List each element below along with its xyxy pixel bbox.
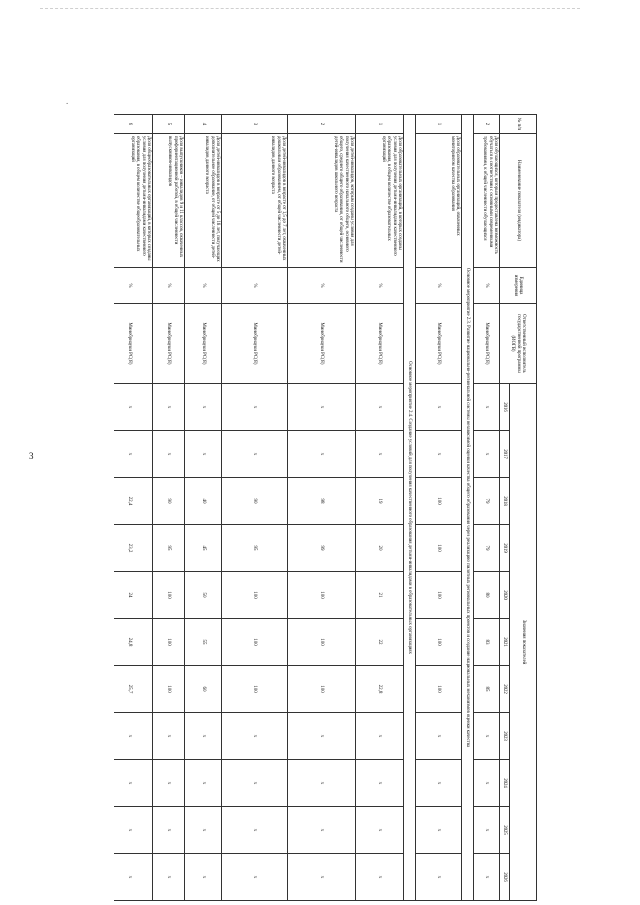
row-value: 83 bbox=[473, 619, 499, 666]
row-executor: Минобрнауки РС(Я) bbox=[184, 304, 221, 384]
row-value: 100 bbox=[287, 666, 355, 713]
row-value: x bbox=[114, 713, 152, 760]
row-value: 60 bbox=[184, 666, 221, 713]
header-year: 2025 bbox=[499, 807, 509, 854]
row-value: x bbox=[355, 384, 403, 431]
row-unit: % bbox=[355, 268, 403, 304]
row-value: 24 bbox=[114, 572, 152, 619]
row-value: x bbox=[473, 431, 499, 478]
row-unit: % bbox=[287, 268, 355, 304]
row-value: x bbox=[184, 854, 221, 901]
row-value: 100 bbox=[221, 666, 287, 713]
row-value: x bbox=[415, 854, 461, 901]
header-year: 2021 bbox=[499, 619, 509, 666]
row-name: Доля обучающихся, которым предоставлена возможность обучаться в соответствии с основными современными требованиями, к общей численности обучающихся bbox=[473, 134, 499, 268]
header-year: 2023 bbox=[499, 713, 509, 760]
indicator-table bbox=[415, 114, 537, 904]
row-value: 85 bbox=[473, 666, 499, 713]
row-name: Доля общеобразовательных организаций, в которых созданы условия для получения детьми-инвалидами качественного образования, в общем количестве общеобразовательных организаций bbox=[114, 134, 152, 268]
row-value: 99 bbox=[287, 525, 355, 572]
row-value: 100 bbox=[152, 619, 184, 666]
section-title: Основное мероприятие 2.4. Создание условий для получения качественного образования детьми-инвалидами в образовательных организациях bbox=[403, 114, 415, 901]
row-value: x bbox=[287, 807, 355, 854]
header-values: Значения показателей bbox=[509, 384, 537, 901]
row-executor: Минобрнауки РС(Я) bbox=[114, 304, 152, 384]
row-value: 40 bbox=[184, 478, 221, 525]
row-unit: % bbox=[184, 268, 221, 304]
row-value: 21 bbox=[355, 572, 403, 619]
header-year: 2020 bbox=[499, 572, 509, 619]
header-year: 2017 bbox=[499, 431, 509, 478]
row-value: 25,7 bbox=[114, 666, 152, 713]
row-unit: % bbox=[415, 268, 461, 304]
row-value: x bbox=[152, 760, 184, 807]
row-unit: % bbox=[473, 268, 499, 304]
row-value: x bbox=[287, 713, 355, 760]
row-value: 79 bbox=[473, 478, 499, 525]
row-value: x bbox=[415, 713, 461, 760]
row-value: 22,4 bbox=[114, 478, 152, 525]
row-num: 2 bbox=[473, 114, 499, 134]
header-year: 2016 bbox=[499, 384, 509, 431]
row-value: 100 bbox=[415, 478, 461, 525]
row-num: 1 bbox=[355, 114, 403, 134]
header-year: 2026 bbox=[499, 854, 509, 901]
row-value: x bbox=[221, 384, 287, 431]
row-value: x bbox=[114, 760, 152, 807]
row-name: Доля выпускников – инвалидов 9 и 11 классов, охваченных профориентационной работой, в общей численности выпускников-инвалидов bbox=[152, 134, 184, 268]
row-value: x bbox=[114, 807, 152, 854]
row-value: 80 bbox=[473, 572, 499, 619]
row-value: 100 bbox=[152, 666, 184, 713]
row-value: x bbox=[287, 384, 355, 431]
row-value: x bbox=[355, 431, 403, 478]
row-value: x bbox=[152, 807, 184, 854]
header-year: 2022 bbox=[499, 666, 509, 713]
row-value: 100 bbox=[415, 572, 461, 619]
row-num: 6 bbox=[114, 114, 152, 134]
row-executor: Минобрнауки РС(Я) bbox=[473, 304, 499, 384]
row-unit: % bbox=[152, 268, 184, 304]
row-value: 24,8 bbox=[114, 619, 152, 666]
scan-mark: . bbox=[66, 96, 69, 106]
row-num: 1 bbox=[415, 114, 461, 134]
row-value: x bbox=[355, 854, 403, 901]
row-value: x bbox=[355, 713, 403, 760]
header-year: 2019 bbox=[499, 525, 509, 572]
row-value: x bbox=[114, 854, 152, 901]
header-name: Наименование показателя (индикатора) bbox=[499, 134, 537, 268]
row-value: x bbox=[114, 431, 152, 478]
row-value: 100 bbox=[152, 572, 184, 619]
row-value: x bbox=[221, 713, 287, 760]
row-executor: Минобрнауки РС(Я) bbox=[355, 304, 403, 384]
row-value: x bbox=[184, 713, 221, 760]
row-value: 79 bbox=[473, 525, 499, 572]
row-value: x bbox=[473, 713, 499, 760]
row-value: 20 bbox=[355, 525, 403, 572]
row-value: 100 bbox=[415, 666, 461, 713]
row-value: 55 bbox=[184, 619, 221, 666]
row-value: 19 bbox=[355, 478, 403, 525]
header-num: № п/п bbox=[499, 114, 537, 134]
row-value: x bbox=[184, 384, 221, 431]
row-value: 100 bbox=[287, 619, 355, 666]
row-value: 95 bbox=[152, 525, 184, 572]
row-unit: % bbox=[221, 268, 287, 304]
row-value: 50 bbox=[184, 572, 221, 619]
row-value: 98 bbox=[287, 478, 355, 525]
row-value: x bbox=[221, 760, 287, 807]
header-year: 2024 bbox=[499, 760, 509, 807]
row-value: 22,8 bbox=[355, 666, 403, 713]
row-value: x bbox=[287, 431, 355, 478]
row-name: Доля детей-инвалидов в возрасте от 1,5 до 7 лет, охваченных дошкольным образованием, от общей численности детей-инвалидов данного возраста bbox=[221, 134, 287, 268]
row-name: Доля детей-инвалидов, которым созданы условия для получения качественного начального общего, основного общего, среднего общего образования, от общей численности детей-инвалидов школьного возраста bbox=[287, 134, 355, 268]
table-frame bbox=[114, 114, 537, 904]
row-executor: Минобрнауки РС(Я) bbox=[221, 304, 287, 384]
header-year: 2018 bbox=[499, 478, 509, 525]
row-value: x bbox=[287, 760, 355, 807]
row-value: x bbox=[473, 807, 499, 854]
row-value: x bbox=[152, 854, 184, 901]
row-value: x bbox=[152, 384, 184, 431]
row-executor: Минобрнауки РС(Я) bbox=[415, 304, 461, 384]
row-num: 3 bbox=[221, 114, 287, 134]
row-value: x bbox=[221, 854, 287, 901]
row-value: 90 bbox=[152, 478, 184, 525]
row-value: x bbox=[415, 807, 461, 854]
header-unit: Единица измерения bbox=[499, 268, 537, 304]
row-value: x bbox=[415, 384, 461, 431]
row-value: x bbox=[152, 431, 184, 478]
row-num: 5 bbox=[152, 114, 184, 134]
section-title: Основное мероприятие 2.3. Развитие национально-региональной системы независимой оценки качества общего образования через реализацию пилотных региональных проектов и создание национальных механизмов оценки качества bbox=[461, 114, 473, 901]
row-value: x bbox=[287, 854, 355, 901]
row-value: 100 bbox=[221, 619, 287, 666]
row-executor: Минобрнауки РС(Я) bbox=[152, 304, 184, 384]
row-value: x bbox=[114, 384, 152, 431]
row-executor: Минобрнауки РС(Я) bbox=[287, 304, 355, 384]
row-value: x bbox=[355, 760, 403, 807]
row-name: Доля образовательных организаций, охваченных мониторингом качества образования bbox=[415, 134, 461, 268]
row-value: x bbox=[152, 713, 184, 760]
row-value: 45 bbox=[184, 525, 221, 572]
row-value: x bbox=[221, 807, 287, 854]
row-value: x bbox=[221, 431, 287, 478]
row-value: 23,2 bbox=[114, 525, 152, 572]
row-value: x bbox=[473, 854, 499, 901]
row-value: 100 bbox=[287, 572, 355, 619]
row-name: Доля детей-инвалидов в возрасте от 5 до 18 лет, получающих дополнительное образование, от общей численности детей-инвалидов данного возраста bbox=[184, 134, 221, 268]
row-value: x bbox=[415, 760, 461, 807]
page-top-rule bbox=[40, 8, 580, 9]
row-value: 100 bbox=[415, 619, 461, 666]
row-value: x bbox=[415, 431, 461, 478]
row-value: x bbox=[473, 760, 499, 807]
header-executor: Ответственный исполнитель государственной программы (ИОГВ) bbox=[499, 304, 537, 384]
row-value: 100 bbox=[415, 525, 461, 572]
page-number: 3 bbox=[29, 451, 34, 461]
row-value: x bbox=[184, 760, 221, 807]
row-value: 90 bbox=[221, 478, 287, 525]
row-num: 2 bbox=[287, 114, 355, 134]
row-value: x bbox=[473, 384, 499, 431]
row-value: x bbox=[355, 807, 403, 854]
row-value: 22 bbox=[355, 619, 403, 666]
row-value: x bbox=[184, 807, 221, 854]
row-value: 95 bbox=[221, 525, 287, 572]
row-unit: % bbox=[114, 268, 152, 304]
row-name: Доля образовательных организаций, в которых созданы условия для получения детьми-инвалидами качественного образования, в общем количестве образовательных организаций bbox=[355, 134, 403, 268]
row-value: 100 bbox=[221, 572, 287, 619]
row-value: x bbox=[184, 431, 221, 478]
row-num: 4 bbox=[184, 114, 221, 134]
